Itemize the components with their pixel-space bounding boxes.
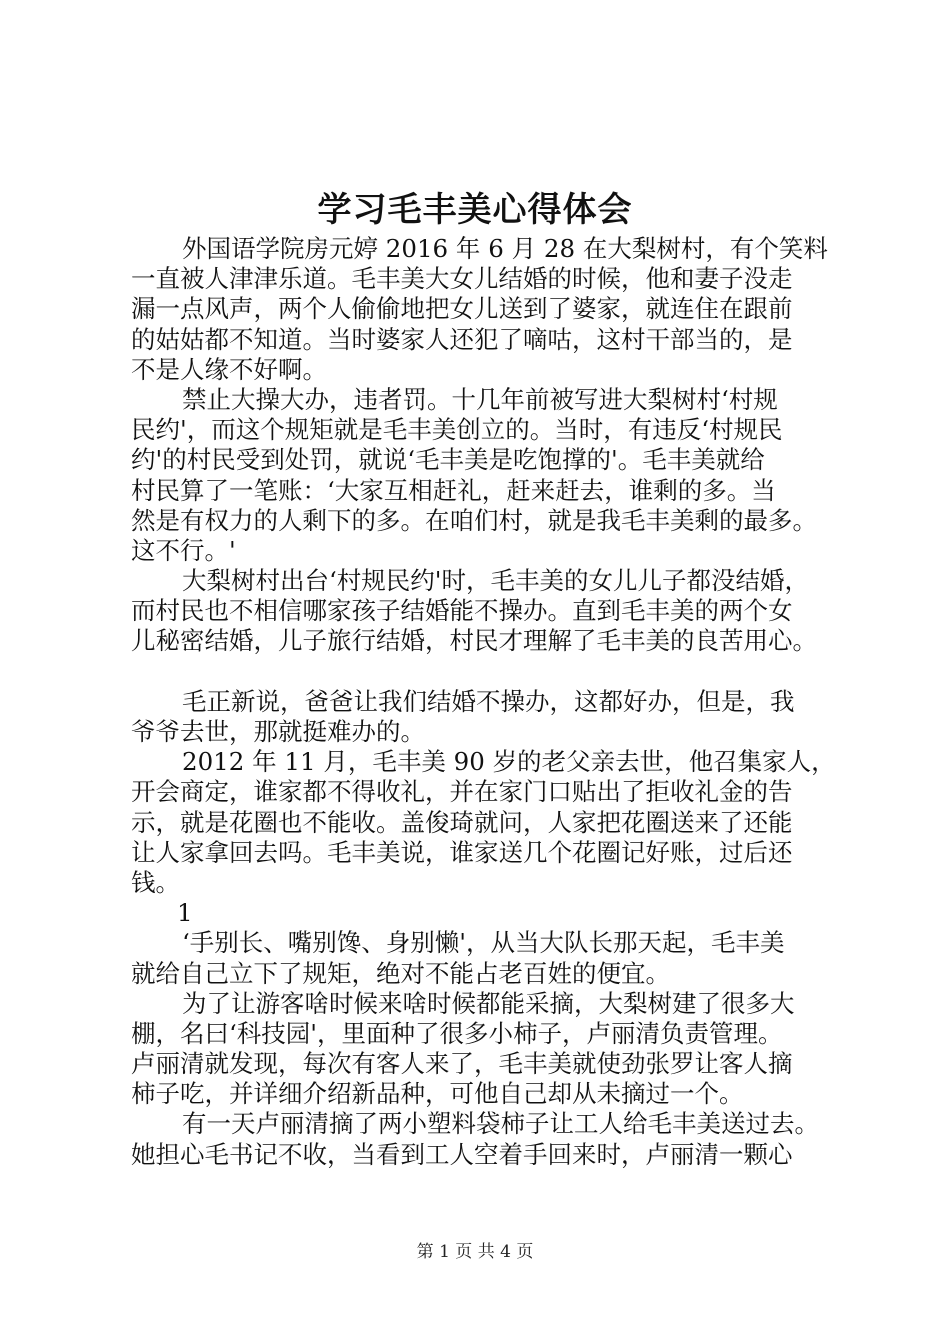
paragraph-line: 儿秘密结婚，儿子旅行结婚，村民才理解了毛丰美的良苦用心。 <box>131 626 817 656</box>
paragraph-line: 约'的村民受到处罚，就说‘毛丰美是吃饱撑的'。毛丰美就给 <box>131 445 765 475</box>
paragraph-line: 卢丽清就发现，每次有客人来了，毛丰美就使劲张罗让客人摘 <box>131 1049 793 1079</box>
paragraph-line: 一直被人津津乐道。毛丰美大女儿结婚的时候，他和妻子没走 <box>131 264 793 294</box>
paragraph-line: 大梨树村出台‘村规民约'时，毛丰美的女儿儿子都没结婚， <box>182 566 810 596</box>
paragraph-line: 的姑姑都不知道。当时婆家人还犯了嘀咕，这村干部当的，是 <box>131 324 793 354</box>
paragraph-line: 棚，名曰‘科技园'，里面种了很多小柿子，卢丽清负责管理。 <box>131 1018 783 1048</box>
paragraph-line: 外国语学院房元婷 2016 年 6 月 28 在大梨树村，有个笑料 <box>182 234 828 263</box>
document-title: 学习毛丰美心得体会 <box>317 190 633 230</box>
paragraph-line: 爷爷去世，那就挺难办的。 <box>131 717 425 746</box>
page-footer: 第 1 页 共 4 页 <box>416 1242 534 1262</box>
paragraph-line: 她担心毛书记不收，当看到工人空着手回来时，卢丽清一颗心 <box>131 1139 793 1169</box>
paragraph-line: ‘手别长、嘴别馋、身别懒'，从当大队长那天起，毛丰美 <box>182 928 785 958</box>
paragraph-line: 为了让游客啥时候来啥时候都能采摘，大梨树建了很多大 <box>182 988 795 1018</box>
paragraph-line: 有一天卢丽清摘了两小塑料袋柿子让工人给毛丰美送过去。 <box>182 1109 819 1139</box>
paragraph-line: 然是有权力的人剩下的多。在咱们村，就是我毛丰美剩的最多。 <box>131 505 817 535</box>
paragraph-line: 2012 年 11 月，毛丰美 90 岁的老父亲去世，他召集家人， <box>182 747 836 777</box>
paragraph-line: 毛正新说，爸爸让我们结婚不操办，这都好办，但是，我 <box>182 686 795 716</box>
paragraph-line: 禁止大操大办，违者罚。十几年前被写进大梨树村‘村规 <box>182 384 778 414</box>
blank-line <box>131 657 851 687</box>
paragraph-line: 钱。 <box>131 867 180 897</box>
paragraph-line: 漏一点风声，两个人偷偷地把女儿送到了婆家，就连住在跟前 <box>131 294 793 324</box>
paragraph-line: 就给自己立下了规矩，绝对不能占老百姓的便宜。 <box>131 958 670 988</box>
paragraph-line: 民约'，而这个规矩就是毛丰美创立的。当时，有违反‘村规民 <box>131 415 783 445</box>
paragraph-line: 柿子吃，并详细介绍新品种，可他自己却从未摘过一个。 <box>131 1079 744 1109</box>
paragraph-line: 让人家拿回去吗。毛丰美说，谁家送几个花圈记好账，过后还 <box>131 837 793 867</box>
paragraph-line: 而村民也不相信哪家孩子结婚能不操办。直到毛丰美的两个女 <box>131 596 793 626</box>
paragraph-line: 不是人缘不好啊。 <box>131 354 327 384</box>
inline-page-number: 1 <box>177 898 193 928</box>
paragraph-line: 这不行。' <box>131 535 236 565</box>
paragraph-line: 村民算了一笔账：‘大家互相赶礼，赶来赶去，谁剩的多。当 <box>131 475 776 505</box>
paragraph-line: 开会商定，谁家都不得收礼，并在家门口贴出了拒收礼金的告 <box>131 777 793 807</box>
paragraph-line: 示，就是花圈也不能收。盖俊琦就问，人家把花圈送来了还能 <box>131 807 793 837</box>
document-body <box>131 234 851 1170</box>
